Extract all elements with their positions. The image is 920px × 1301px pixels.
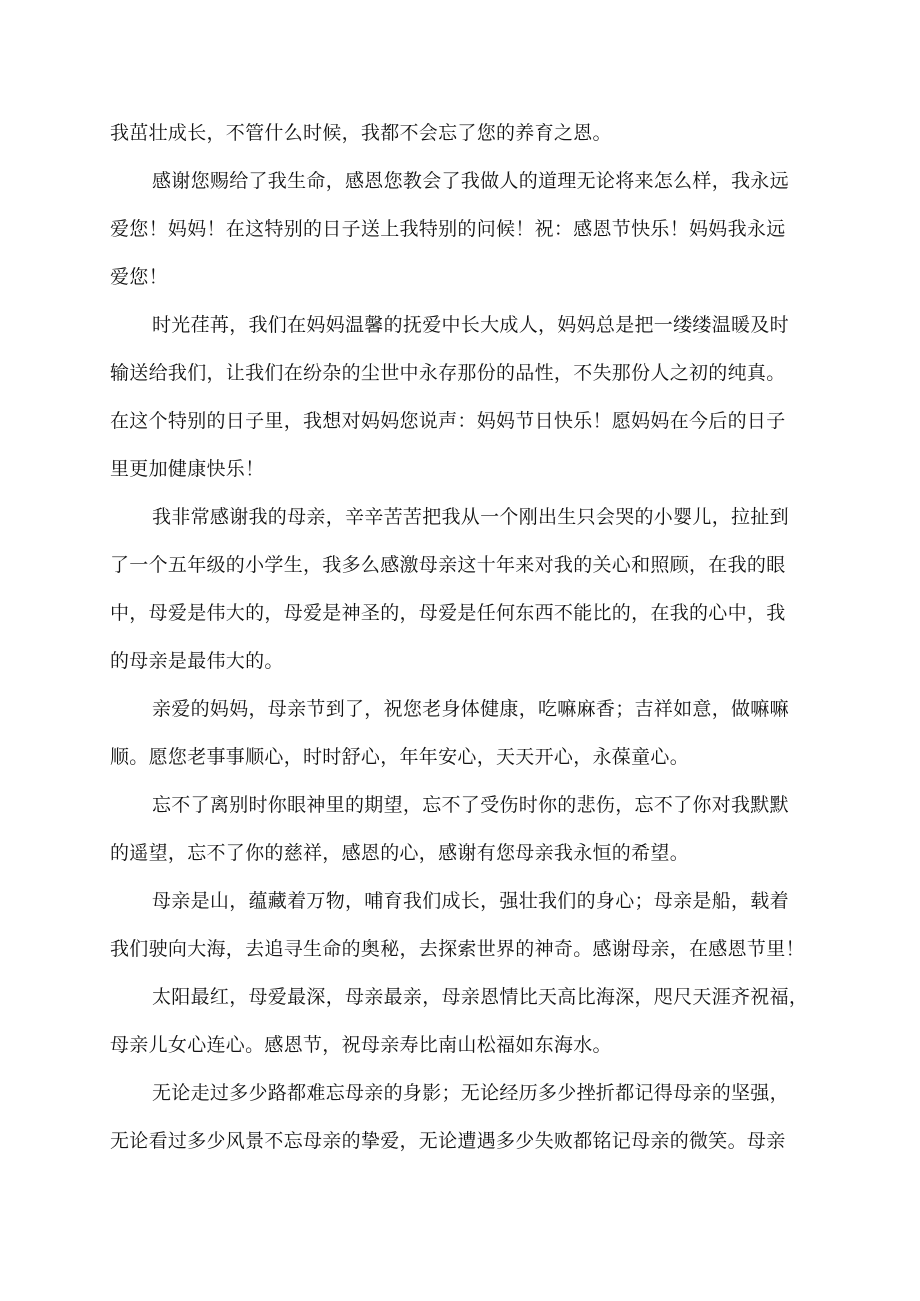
- text-line: 太阳最红，母爱最深，母亲最亲，母亲恩情比天高比海深，咫尺天涯齐祝福，: [152, 986, 809, 1008]
- text-line: 在这个特别的日子里，我想对妈妈您说声：妈妈节日快乐！愿妈妈在今后的日子: [110, 410, 786, 432]
- text-line: 爱您！: [110, 266, 168, 288]
- text-line: 时光荏苒，我们在妈妈温馨的抚爱中长大成人，妈妈总是把一缕缕温暖及时: [152, 314, 789, 336]
- text-line: 里更加健康快乐！: [110, 458, 265, 480]
- text-line: 无论走过多少路都难忘母亲的身影；无论经历多少挫折都记得母亲的坚强，: [152, 1082, 789, 1104]
- text-line: 爱您！妈妈！在这特别的日子送上我特别的问候！祝：感恩节快乐！妈妈我永远: [110, 218, 786, 240]
- text-line: 的遥望，忘不了你的慈祥，感恩的心，感谢有您母亲我永恒的希望。: [110, 842, 690, 864]
- text-line: 顺。愿您老事事顺心，时时舒心，年年安心，天天开心，永葆童心。: [110, 746, 690, 768]
- text-line: 忘不了离别时你眼神里的期望，忘不了受伤时你的悲伤，忘不了你对我默默: [152, 794, 789, 816]
- text-line: 亲爱的妈妈，母亲节到了，祝您老身体健康，吃嘛麻香；吉祥如意，做嘛嘛: [152, 698, 789, 720]
- text-line: 母亲儿女心连心。感恩节，祝母亲寿比南山松福如东海水。: [110, 1034, 612, 1056]
- text-line: 我们驶向大海，去追寻生命的奥秘，去探索世界的神奇。感谢母亲，在感恩节里！: [110, 938, 805, 960]
- text-line: 了一个五年级的小学生，我多么感激母亲这十年来对我的关心和照顾，在我的眼: [110, 554, 786, 576]
- text-line: 的母亲是最伟大的。: [110, 650, 284, 672]
- text-line: 感谢您赐给了我生命，感恩您教会了我做人的道理无论将来怎么样，我永远: [152, 170, 789, 192]
- text-line: 我茁壮成长，不管什么时候，我都不会忘了您的养育之恩。: [110, 122, 612, 144]
- text-line: 中，母爱是伟大的，母爱是神圣的，母爱是任何东西不能比的，在我的心中，我: [110, 602, 786, 624]
- text-line: 母亲是山，蕴藏着万物，哺育我们成长，强壮我们的身心；母亲是船，载着: [152, 890, 789, 912]
- text-line: 我非常感谢我的母亲，辛辛苦苦把我从一个刚出生只会哭的小婴儿，拉扯到: [152, 506, 789, 528]
- text-line: 无论看过多少风景不忘母亲的挚爱，无论遭遇多少失败都铭记母亲的微笑。母亲: [110, 1130, 786, 1152]
- text-line: 输送给我们，让我们在纷杂的尘世中永存那份的品性，不失那份人之初的纯真。: [110, 362, 786, 384]
